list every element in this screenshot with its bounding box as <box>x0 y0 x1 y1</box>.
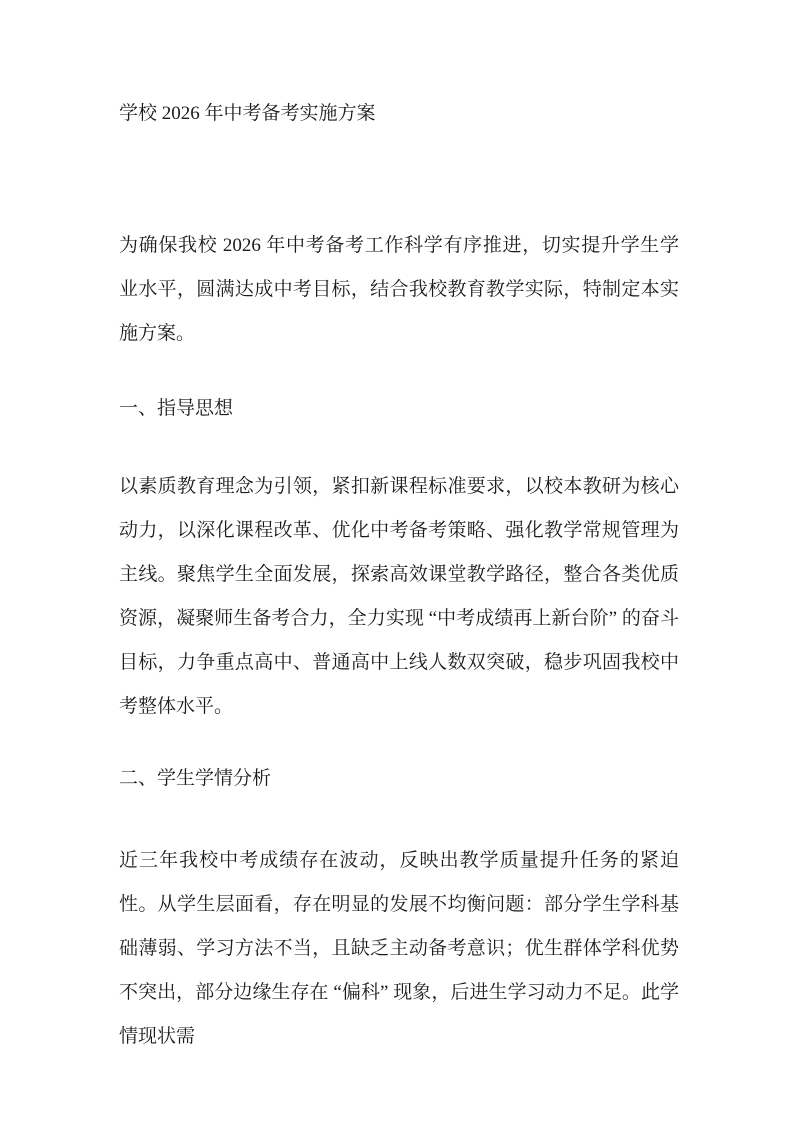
section-1-heading: 一、指导思想 <box>119 398 234 419</box>
section-2-heading: 二、学生学情分析 <box>119 768 272 789</box>
section-2-paragraph: 近三年我校中考成绩存在波动，反映出教学质量提升任务的紧迫性。从学生层面看，存在明显的发展不均衡问题：部分学生学科基础薄弱、学习方法不当，且缺乏主动备考意识；优生群体学科优势不突出，部分边缘生存在 “偏科” 现象，后进生学习动力不足。此学情现状需 <box>119 850 679 1047</box>
intro-paragraph: 为确保我校 2026 年中考备考工作科学有序推进，切实提升学生学业水平，圆满达成中考目标，结合我校教育教学实际，特制定本实施方案。 <box>119 235 679 344</box>
section-1-paragraph: 以素质教育理念为引领，紧扣新课程标准要求，以校本教研为核心动力，以深化课程改革、优化中考备考策略、强化教学常规管理为主线。聚焦学生全面发展，探索高效课堂教学路径，整合各类优质资源，凝聚师生备考合力，全力实现 “中考成绩再上新台阶” 的奋斗目标，力争重点高中、普通高中上线人数双突破，稳步巩固我校中考整体水平。 <box>119 476 679 717</box>
document-title: 学校 2026 年中考备考实施方案 <box>119 103 376 124</box>
